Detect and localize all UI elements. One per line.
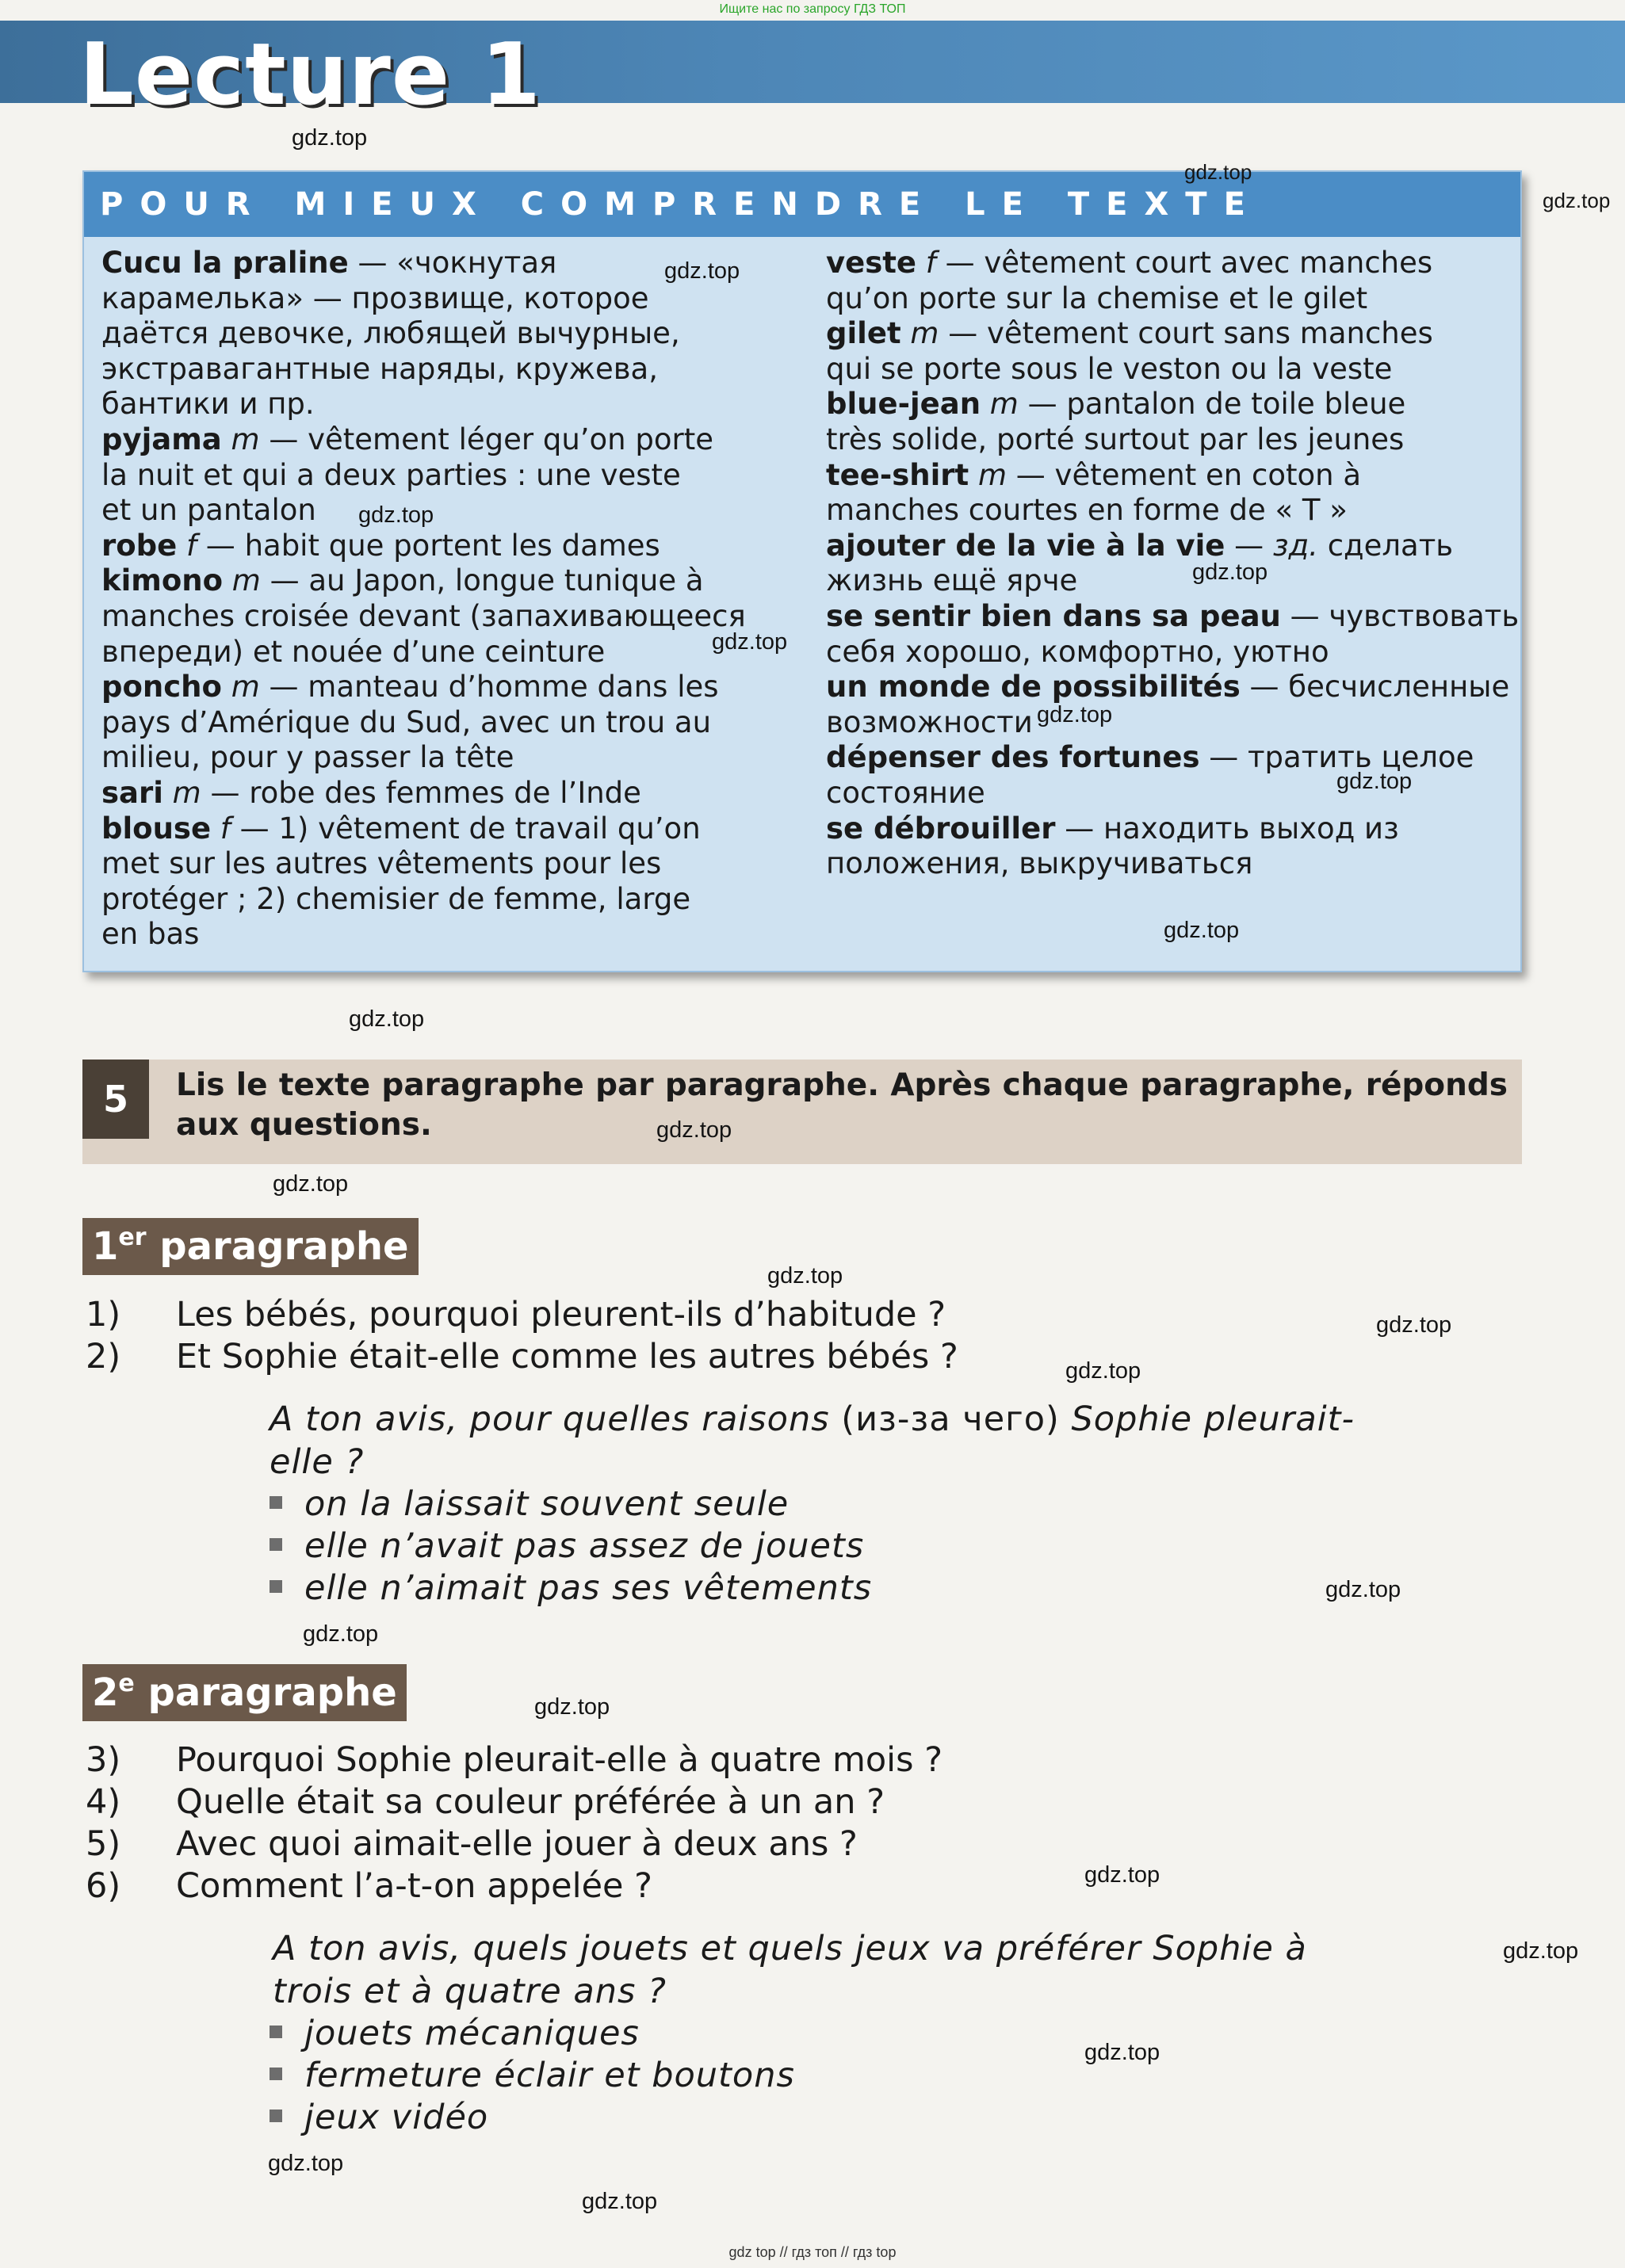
watermark: gdz.top	[1336, 769, 1413, 794]
vocabulary-definition: la nuit et qui a deux parties : une veste	[101, 457, 681, 492]
vocabulary-gender: m	[162, 775, 201, 810]
option-text: elle n’avait pas assez de jouets	[304, 1526, 865, 1566]
paragraph-2-tab	[82, 1664, 407, 1721]
vocabulary-definition: met sur les autres vêtements pour les	[101, 846, 662, 881]
vocabulary-definition: — robe des femmes de l’Inde	[201, 775, 641, 810]
vocabulary-term: gilet	[826, 316, 901, 351]
bullet-icon	[270, 1496, 282, 1509]
question-number: 2)	[86, 1337, 121, 1376]
vocabulary-gender: m	[221, 422, 260, 456]
vocabulary-line	[101, 529, 783, 564]
vocabulary-gender: f	[211, 811, 231, 846]
watermark: gdz.top	[1503, 1938, 1579, 1964]
vocabulary-definition: — vêtement léger qu’on porte	[259, 422, 713, 456]
vocabulary-gender: m	[223, 563, 261, 598]
vocabulary-definition: — 1) vêtement de travail qu’on	[230, 811, 701, 846]
vocabulary-line	[826, 635, 1516, 670]
vocabulary-line	[101, 599, 783, 635]
tab-number: 2	[92, 1670, 119, 1715]
vocabulary-left-column	[101, 246, 783, 953]
vocabulary-definition: manches croisée devant (запахивающееся	[101, 598, 746, 633]
question-text: Les bébés, pourquoi pleurent-ils d’habitude ?	[176, 1295, 946, 1334]
vocabulary-line	[101, 563, 783, 599]
vocabulary-definition: — «чокнутая	[348, 246, 557, 280]
watermark: gdz.top	[358, 502, 434, 528]
vocabulary-definition: — pantalon de toile bleue	[1018, 387, 1406, 422]
vocabulary-definition: très solide, porté surtout par les jeunes	[826, 422, 1405, 456]
question-5	[86, 1824, 858, 1864]
watermark: gdz.top	[1084, 2040, 1160, 2065]
option-text: fermeture éclair et boutons	[304, 2056, 795, 2095]
vocabulary-definition: — manteau d’homme dans les	[259, 670, 719, 704]
tab-ordinal: er	[118, 1224, 147, 1251]
vocabulary-definition: — бесчисленные	[1240, 670, 1510, 704]
vocabulary-line	[826, 352, 1516, 388]
vocabulary-definition: — vêtement court sans manches	[939, 316, 1433, 351]
watermark: gdz.top	[534, 1694, 610, 1720]
vocabulary-line	[101, 352, 783, 388]
vocabulary-line	[826, 776, 1516, 811]
option-5	[270, 2056, 795, 2095]
option-3	[270, 1568, 872, 1608]
option-2	[270, 1526, 864, 1566]
vocabulary-line	[101, 846, 783, 882]
watermark: gdz.top	[582, 2189, 658, 2214]
prompt-2-line-1: A ton avis, quels jouets et quels jeux va préférer Sophie à	[273, 1929, 1307, 1968]
watermark: gdz.top	[664, 258, 740, 284]
option-text: elle n’aimait pas ses vêtements	[304, 1568, 873, 1608]
watermark: gdz.top	[349, 1006, 425, 1032]
vocabulary-gender: m	[969, 457, 1008, 492]
footer-links[interactable]: gdz top // гдз топ // гдз top	[728, 2244, 897, 2260]
vocabulary-gender: m	[221, 670, 260, 704]
vocabulary-gender: m	[900, 316, 939, 351]
watermark: gdz.top	[1084, 1862, 1160, 1888]
vocabulary-definition: даётся девочке, любящей вычурные,	[101, 316, 680, 351]
option-1	[270, 1484, 789, 1524]
option-text: jouets mécaniques	[304, 2014, 640, 2053]
top-search-note[interactable]: Ищите нас по запросу ГДЗ ТОП	[719, 2, 906, 16]
vocabulary-box	[82, 170, 1522, 972]
vocabulary-term: sari	[101, 775, 163, 810]
vocabulary-definition: экстравагантные наряды, кружева,	[101, 351, 658, 386]
vocabulary-definition: жизнь ещё ярче	[826, 563, 1078, 598]
question-2	[86, 1337, 958, 1376]
exercise-band	[82, 1060, 1522, 1164]
vocabulary-term: veste	[826, 246, 917, 280]
watermark: gdz.top	[1037, 702, 1113, 727]
vocabulary-line	[101, 458, 783, 494]
question-text: Comment l’a-t-on appelée ?	[176, 1866, 652, 1906]
watermark: gdz.top	[1543, 189, 1611, 212]
prompt-text: A ton avis, pour quelles raisons	[270, 1399, 842, 1439]
vocabulary-right-column	[826, 246, 1520, 882]
vocabulary-term: robe	[101, 528, 178, 563]
bullet-icon	[270, 2068, 282, 2080]
vocabulary-definition: milieu, pour y passer la tête	[101, 740, 514, 775]
vocabulary-definition: — vêtement court avec manches	[935, 246, 1433, 280]
question-text: Quelle était sa couleur préférée à un an ?	[176, 1782, 885, 1822]
watermark: gdz.top	[268, 2151, 344, 2176]
question-text: Et Sophie était-elle comme les autres bébés ?	[176, 1337, 958, 1376]
lecture-title: Lecture 1	[79, 25, 541, 124]
watermark: gdz.top	[1164, 918, 1240, 943]
watermark: gdz.top	[1376, 1312, 1452, 1338]
vocabulary-title: POUR MIEUX COMPRENDRE LE TEXTE	[100, 186, 1262, 223]
vocabulary-term: tee-shirt	[826, 457, 969, 492]
vocabulary-line	[826, 493, 1516, 529]
vocabulary-line	[826, 670, 1516, 705]
vocabulary-term: poncho	[101, 670, 222, 704]
vocabulary-definition: возможности	[826, 704, 1033, 739]
vocabulary-definition: manches courtes en forme de « T »	[826, 493, 1348, 528]
question-text: Avec quoi aimait-elle jouer à deux ans ?	[176, 1824, 858, 1864]
vocabulary-term: se débrouiller	[826, 811, 1056, 846]
vocabulary-definition: protéger ; 2) chemisier de femme, large	[101, 881, 691, 916]
prompt-text: Sophie pleurait-	[1059, 1399, 1355, 1439]
watermark: gdz.top	[1184, 160, 1252, 184]
bullet-icon	[270, 1580, 282, 1593]
vocabulary-gender: f	[177, 528, 197, 563]
watermark: gdz.top	[1065, 1358, 1141, 1384]
prompt-1-line-2: elle ?	[270, 1442, 365, 1482]
vocabulary-definition: себя хорошо, комфортно, уютно	[826, 634, 1329, 669]
vocabulary-line	[101, 705, 783, 741]
question-number: 4)	[86, 1782, 121, 1822]
paragraph-1-tab	[82, 1218, 419, 1275]
tab-number: 1	[92, 1224, 119, 1269]
watermark: gdz.top	[656, 1117, 732, 1143]
prompt-1-line-1	[270, 1399, 1355, 1439]
vocabulary-header	[84, 172, 1520, 237]
vocabulary-line	[826, 422, 1516, 458]
watermark: gdz.top	[712, 629, 788, 655]
question-number: 3)	[86, 1740, 121, 1780]
vocabulary-term: un monde de possibilités	[826, 670, 1241, 704]
question-4	[86, 1782, 885, 1822]
watermark: gdz.top	[273, 1171, 349, 1197]
vocabulary-line	[101, 670, 783, 705]
watermark: gdz.top	[303, 1621, 379, 1647]
option-6	[270, 2098, 488, 2137]
question-number: 5)	[86, 1824, 121, 1864]
vocabulary-line	[101, 917, 783, 953]
vocabulary-line	[826, 705, 1516, 741]
vocabulary-definition: —	[1225, 528, 1273, 563]
vocabulary-definition: en bas	[101, 917, 200, 952]
vocabulary-line	[101, 422, 783, 458]
vocabulary-line	[826, 563, 1516, 599]
vocabulary-definition: qu’on porte sur la chemise et le gilet	[826, 281, 1368, 315]
vocabulary-line	[826, 281, 1516, 317]
vocabulary-line	[826, 458, 1516, 494]
vocabulary-term: blouse	[101, 811, 212, 846]
vocabulary-line	[101, 740, 783, 776]
vocabulary-line	[101, 316, 783, 352]
vocabulary-definition: впереди) et nouée d’une ceinture	[101, 634, 606, 669]
vocabulary-line	[101, 281, 783, 317]
vocabulary-term: blue-jean	[826, 387, 981, 422]
vocabulary-definition: — тратить целое	[1199, 740, 1474, 775]
bullet-icon	[270, 2026, 282, 2038]
option-4	[270, 2014, 640, 2053]
option-text: on la laissait souvent seule	[304, 1484, 790, 1524]
vocabulary-definition: бантики и пр.	[101, 387, 315, 422]
tab-label: paragraphe	[146, 1224, 409, 1269]
vocabulary-definition: — чувствовать	[1280, 598, 1520, 633]
tab-label: paragraphe	[134, 1670, 397, 1715]
vocabulary-line	[101, 387, 783, 422]
vocabulary-definition: карамелька» — прозвище, которое	[101, 281, 649, 315]
vocabulary-definition: положения, выкручиваться	[826, 846, 1253, 881]
vocabulary-gender: f	[916, 246, 936, 280]
tab-ordinal: e	[118, 1670, 135, 1697]
vocabulary-definition: — vêtement en coton à	[1007, 457, 1361, 492]
question-1	[86, 1295, 946, 1334]
vocabulary-line	[101, 635, 783, 670]
vocabulary-line	[826, 846, 1516, 882]
watermark: gdz.top	[767, 1263, 843, 1289]
vocabulary-term: ajouter de la vie à la vie	[826, 528, 1225, 563]
vocabulary-term: kimono	[101, 563, 224, 598]
vocabulary-line	[101, 811, 783, 847]
question-number: 6)	[86, 1866, 121, 1906]
vocabulary-definition: — habit que portent les dames	[197, 528, 660, 563]
vocabulary-line	[826, 529, 1516, 564]
vocabulary-definition: состояние	[826, 775, 985, 810]
vocabulary-gender: зд.	[1272, 528, 1318, 563]
prompt-2-line-2: trois et à quatre ans ?	[273, 1972, 667, 2011]
watermark: gdz.top	[1192, 559, 1268, 585]
question-3	[86, 1740, 942, 1780]
vocabulary-line	[826, 246, 1516, 281]
option-text: jeux vidéo	[304, 2098, 489, 2137]
vocabulary-line	[101, 776, 783, 811]
vocabulary-line	[826, 740, 1516, 776]
vocabulary-definition: qui se porte sous le veston ou la veste	[826, 351, 1393, 386]
vocabulary-term: se sentir bien dans sa peau	[826, 598, 1281, 633]
vocabulary-term: Cucu la praline	[101, 246, 349, 280]
exercise-number: 5	[82, 1060, 149, 1139]
vocabulary-definition: сделать	[1317, 528, 1454, 563]
bullet-icon	[270, 1538, 282, 1551]
bullet-icon	[270, 2110, 282, 2122]
vocabulary-definition: — находить выход из	[1055, 811, 1399, 846]
vocabulary-line	[101, 882, 783, 918]
vocabulary-definition: — au Japon, longue tunique à	[260, 563, 704, 598]
watermark: gdz.top	[1325, 1577, 1401, 1602]
vocabulary-gender: m	[981, 387, 1019, 422]
vocabulary-line	[101, 493, 783, 529]
vocabulary-definition: et un pantalon	[101, 493, 316, 528]
exercise-instruction: Lis le texte paragraphe par paragraphe. Après chaque paragraphe, réponds aux questions.	[176, 1067, 1508, 1143]
vocabulary-line	[826, 316, 1516, 352]
vocabulary-definition: pays d’Amérique du Sud, avec un trou au	[101, 704, 712, 739]
watermark: gdz.top	[292, 125, 368, 151]
question-text: Pourquoi Sophie pleurait-elle à quatre mois ?	[176, 1740, 943, 1780]
vocabulary-line	[826, 387, 1516, 422]
question-number: 1)	[86, 1295, 121, 1334]
vocabulary-line	[826, 598, 1520, 635]
question-6	[86, 1866, 652, 1906]
prompt-russian: (из-за чего)	[841, 1399, 1060, 1439]
vocabulary-line	[826, 811, 1516, 847]
vocabulary-term: dépenser des fortunes	[826, 740, 1200, 775]
vocabulary-term: pyjama	[101, 422, 222, 456]
